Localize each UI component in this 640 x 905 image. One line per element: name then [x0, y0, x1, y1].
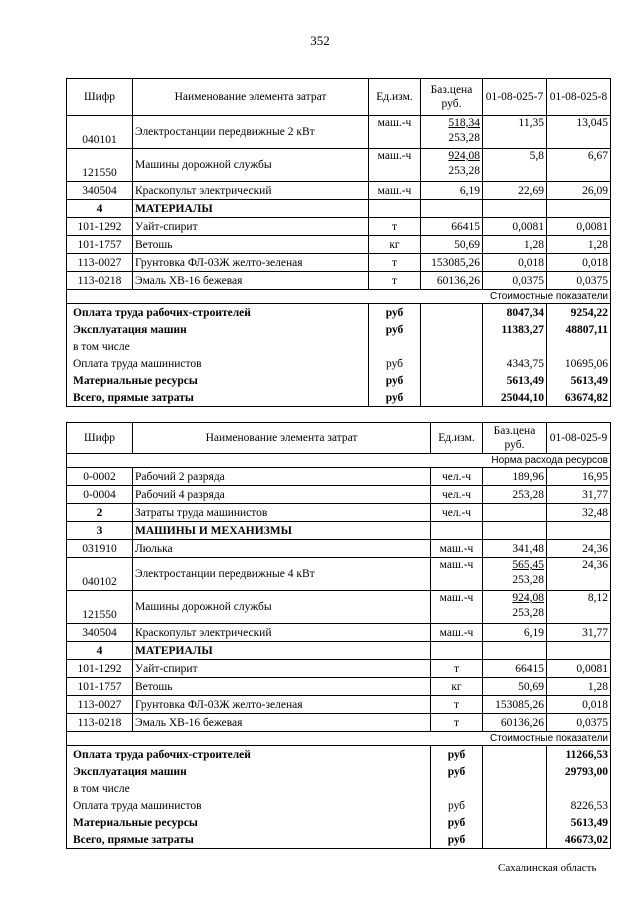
- row-name: Грунтовка ФЛ-03Ж желто-зеленая: [133, 696, 431, 714]
- section-name: Затраты труда машинистов: [133, 504, 431, 522]
- summary-unit: [431, 780, 483, 797]
- row-value-1: 0,0375: [483, 272, 547, 290]
- summary-empty: [483, 797, 547, 814]
- summary-value-1: 4343,75: [483, 355, 547, 372]
- table-row: [67, 540, 611, 558]
- summary-row: [67, 304, 611, 322]
- table-row: [67, 678, 611, 696]
- row-value-1: 11,35: [483, 116, 547, 149]
- section-value: 32,48: [547, 504, 611, 522]
- cost-label-row: [67, 290, 611, 304]
- row-value-1: 31,77: [547, 486, 611, 504]
- table-row: [67, 218, 611, 236]
- summary-row: [67, 814, 611, 831]
- summary-row: [67, 746, 611, 764]
- row-unit: т: [431, 696, 483, 714]
- header-unit: Ед.изм.: [369, 79, 421, 116]
- row-code: 101-1292: [67, 660, 133, 678]
- table-row: [67, 624, 611, 642]
- summary-unit: руб: [369, 355, 421, 372]
- row-name: Люлька: [133, 540, 431, 558]
- summary-value-1: 5613,49: [483, 372, 547, 389]
- row-value-1: 8,12: [547, 591, 611, 624]
- row-unit: т: [431, 714, 483, 732]
- row-value-2: 6,67: [547, 149, 611, 182]
- section-number: 3: [67, 522, 133, 540]
- summary-unit: руб: [431, 831, 483, 849]
- row-name: Ветошь: [133, 236, 369, 254]
- row-price: [483, 591, 547, 624]
- section-unit: чел.-ч: [431, 504, 483, 522]
- norm-label-row: [67, 454, 611, 468]
- price-secondary: 253,28: [448, 165, 480, 177]
- row-price: 50,69: [421, 236, 483, 254]
- section-number: 2: [67, 504, 133, 522]
- row-name: Рабочий 2 разряда: [133, 468, 431, 486]
- table-row: [67, 696, 611, 714]
- row-price: 341,48: [483, 540, 547, 558]
- row-price: [483, 558, 547, 591]
- row-value-1: 24,36: [547, 540, 611, 558]
- row-unit: т: [369, 218, 421, 236]
- summary-value-2: 10695,06: [547, 355, 611, 372]
- section-number: 4: [67, 642, 133, 660]
- row-price: 153085,26: [483, 696, 547, 714]
- summary-value-1: 25044,10: [483, 389, 547, 407]
- cost-label: Стоимостные показатели: [67, 732, 611, 746]
- row-value-1: 16,95: [547, 468, 611, 486]
- summary-value-1: 8226,53: [547, 797, 611, 814]
- row-value-2: 1,28: [547, 236, 611, 254]
- summary-value-2: 63674,82: [547, 389, 611, 407]
- summary-unit: руб: [369, 321, 421, 338]
- table-row: [67, 486, 611, 504]
- row-unit: маш.-ч: [431, 558, 483, 591]
- summary-value-2: 48807,11: [547, 321, 611, 338]
- summary-label: Оплата труда рабочих-строителей: [67, 304, 369, 322]
- summary-empty: [421, 355, 483, 372]
- header-code: Шифр: [67, 79, 133, 116]
- row-price: 60136,26: [483, 714, 547, 732]
- header-col-7: 01-08-025-7: [483, 79, 547, 116]
- section-title: МАТЕРИАЛЫ: [133, 200, 369, 218]
- row-name: Машины дорожной службы: [133, 591, 431, 624]
- row-code: 101-1757: [67, 236, 133, 254]
- summary-unit: руб: [369, 389, 421, 407]
- summary-label: в том числе: [67, 780, 431, 797]
- table-row: [67, 149, 611, 182]
- table-row: [67, 254, 611, 272]
- row-name: Электростанции передвижные 2 кВт: [133, 116, 369, 149]
- row-unit: маш.-ч: [369, 116, 421, 149]
- row-unit: т: [369, 272, 421, 290]
- summary-empty: [421, 304, 483, 322]
- row-value-2: 0,018: [547, 254, 611, 272]
- summary-label: Материальные ресурсы: [67, 372, 369, 389]
- footer-region: Сахалинская область: [498, 862, 597, 874]
- row-code: 101-1757: [67, 678, 133, 696]
- row-price: [421, 149, 483, 182]
- row-price: 189,96: [483, 468, 547, 486]
- table-row: [67, 468, 611, 486]
- row-value-1: 22,69: [483, 182, 547, 200]
- row-value-2: 13,045: [547, 116, 611, 149]
- summary-empty: [483, 780, 547, 797]
- summary-value-1: 11383,27: [483, 321, 547, 338]
- row-value-2: 0,0375: [547, 272, 611, 290]
- row-name: Электростанции передвижные 4 кВт: [133, 558, 431, 591]
- summary-value-2: 9254,22: [547, 304, 611, 322]
- page-number: 352: [310, 33, 330, 48]
- row-code: 040101: [67, 116, 133, 149]
- cost-table-2: [66, 422, 611, 849]
- section-title: МАТЕРИАЛЫ: [133, 642, 431, 660]
- summary-row: [67, 321, 611, 338]
- section-row: [67, 522, 611, 540]
- row-code: 040102: [67, 558, 133, 591]
- section-row: [67, 642, 611, 660]
- summary-label: в том числе: [67, 338, 369, 355]
- section-row: [67, 504, 611, 522]
- row-value-1: 0,0081: [547, 660, 611, 678]
- row-price: 66415: [421, 218, 483, 236]
- summary-value-1: 5613,49: [547, 814, 611, 831]
- row-unit: т: [431, 660, 483, 678]
- row-unit: маш.-ч: [369, 149, 421, 182]
- summary-label: Эксплуатация машин: [67, 763, 431, 780]
- price-main: 924,08: [512, 592, 544, 604]
- summary-value-1: 46673,02: [547, 831, 611, 849]
- header-name: Наименование элемента затрат: [133, 79, 369, 116]
- table-row: [67, 236, 611, 254]
- table-row: [67, 714, 611, 732]
- price-main: 924,08: [448, 150, 480, 162]
- row-code: 121550: [67, 149, 133, 182]
- cost-label-row: [67, 732, 611, 746]
- row-price: 6,19: [421, 182, 483, 200]
- row-code: 113-0218: [67, 272, 133, 290]
- summary-unit: руб: [369, 372, 421, 389]
- table-row: [67, 558, 611, 591]
- summary-value-2: 5613,49: [547, 372, 611, 389]
- row-price: 50,69: [483, 678, 547, 696]
- summary-empty: [483, 763, 547, 780]
- row-unit: чел.-ч: [431, 468, 483, 486]
- row-value-1: 0,0375: [547, 714, 611, 732]
- row-price: 153085,26: [421, 254, 483, 272]
- row-name: Машины дорожной службы: [133, 149, 369, 182]
- norm-label: Норма расхода ресурсов: [67, 454, 611, 468]
- summary-value-1: 8047,34: [483, 304, 547, 322]
- summary-label: Эксплуатация машин: [67, 321, 369, 338]
- summary-empty: [483, 814, 547, 831]
- row-unit: маш.-ч: [431, 591, 483, 624]
- row-name: Грунтовка ФЛ-03Ж желто-зеленая: [133, 254, 369, 272]
- row-unit: маш.-ч: [431, 540, 483, 558]
- row-price: 6,19: [483, 624, 547, 642]
- table-header: [67, 79, 611, 116]
- summary-value-2: [547, 338, 611, 355]
- summary-label: Оплата труда машинистов: [67, 355, 369, 372]
- row-value-1: 24,36: [547, 558, 611, 591]
- row-value-1: 5,8: [483, 149, 547, 182]
- header-price: Баз.цена руб.: [421, 79, 483, 116]
- summary-empty: [483, 831, 547, 849]
- row-price: 60136,26: [421, 272, 483, 290]
- summary-row: [67, 372, 611, 389]
- header-unit: Ед.изм.: [431, 423, 483, 454]
- summary-row: [67, 389, 611, 407]
- summary-value-1: [483, 338, 547, 355]
- summary-value-1: [547, 780, 611, 797]
- row-code: 340504: [67, 624, 133, 642]
- price-secondary: 253,28: [512, 574, 544, 586]
- row-name: Ветошь: [133, 678, 431, 696]
- summary-unit: руб: [431, 797, 483, 814]
- summary-unit: руб: [431, 763, 483, 780]
- cost-table-1: [66, 78, 611, 407]
- table-row: [67, 272, 611, 290]
- section-title: МАШИНЫ И МЕХАНИЗМЫ: [133, 522, 431, 540]
- summary-row: [67, 780, 611, 797]
- row-code: 0-0004: [67, 486, 133, 504]
- table-row: [67, 591, 611, 624]
- summary-row: [67, 831, 611, 849]
- summary-unit: [369, 338, 421, 355]
- summary-empty: [421, 389, 483, 407]
- row-price: 66415: [483, 660, 547, 678]
- summary-empty: [483, 746, 547, 764]
- row-price: [421, 116, 483, 149]
- row-unit: т: [369, 254, 421, 272]
- row-code: 101-1292: [67, 218, 133, 236]
- section-row: [67, 200, 611, 218]
- summary-row: [67, 763, 611, 780]
- row-code: 0-0002: [67, 468, 133, 486]
- row-price: 253,28: [483, 486, 547, 504]
- header-price: Баз.цена руб.: [483, 423, 547, 454]
- row-value-1: 0,018: [547, 696, 611, 714]
- summary-unit: руб: [369, 304, 421, 322]
- row-unit: кг: [431, 678, 483, 696]
- price-secondary: 253,28: [448, 132, 480, 144]
- row-value-2: 0,0081: [547, 218, 611, 236]
- summary-row: [67, 338, 611, 355]
- summary-unit: руб: [431, 814, 483, 831]
- row-code: 121550: [67, 591, 133, 624]
- row-name: Краскопульт электрический: [133, 624, 431, 642]
- row-unit: маш.-ч: [369, 182, 421, 200]
- row-name: Рабочий 4 разряда: [133, 486, 431, 504]
- summary-label: Всего, прямые затраты: [67, 389, 369, 407]
- row-code: 113-0218: [67, 714, 133, 732]
- summary-label: Оплата труда рабочих-строителей: [67, 746, 431, 764]
- price-main: 518,34: [448, 117, 480, 129]
- summary-label: Всего, прямые затраты: [67, 831, 431, 849]
- price-secondary: 253,28: [512, 607, 544, 619]
- cost-label: Стоимостные показатели: [67, 290, 611, 304]
- row-name: Эмаль ХВ-16 бежевая: [133, 714, 431, 732]
- row-value-2: 26,09: [547, 182, 611, 200]
- row-name: Краскопульт электрический: [133, 182, 369, 200]
- row-unit: маш.-ч: [431, 624, 483, 642]
- row-name: Уайт-спирит: [133, 660, 431, 678]
- summary-row: [67, 797, 611, 814]
- price-main: 565,45: [512, 559, 544, 571]
- row-unit: чел.-ч: [431, 486, 483, 504]
- header-col-9: 01-08-025-9: [547, 423, 611, 454]
- table-row: [67, 660, 611, 678]
- row-value-1: 1,28: [483, 236, 547, 254]
- row-code: 113-0027: [67, 254, 133, 272]
- summary-empty: [421, 321, 483, 338]
- summary-empty: [421, 338, 483, 355]
- summary-label: Материальные ресурсы: [67, 814, 431, 831]
- row-code: 113-0027: [67, 696, 133, 714]
- row-name: Уайт-спирит: [133, 218, 369, 236]
- row-value-1: 31,77: [547, 624, 611, 642]
- table-row: [67, 182, 611, 200]
- table-row: [67, 116, 611, 149]
- summary-unit: руб: [431, 746, 483, 764]
- header-code: Шифр: [67, 423, 133, 454]
- row-name: Эмаль ХВ-16 бежевая: [133, 272, 369, 290]
- row-value-1: 1,28: [547, 678, 611, 696]
- summary-empty: [421, 372, 483, 389]
- row-value-1: 0,018: [483, 254, 547, 272]
- header-col-8: 01-08-025-8: [547, 79, 611, 116]
- row-value-1: 0,0081: [483, 218, 547, 236]
- summary-value-1: 11266,53: [547, 746, 611, 764]
- summary-row: [67, 355, 611, 372]
- header-name: Наименование элемента затрат: [133, 423, 431, 454]
- row-code: 340504: [67, 182, 133, 200]
- table-header: [67, 423, 611, 454]
- row-unit: кг: [369, 236, 421, 254]
- section-number: 4: [67, 200, 133, 218]
- summary-label: Оплата труда машинистов: [67, 797, 431, 814]
- summary-value-1: 29793,00: [547, 763, 611, 780]
- row-code: 031910: [67, 540, 133, 558]
